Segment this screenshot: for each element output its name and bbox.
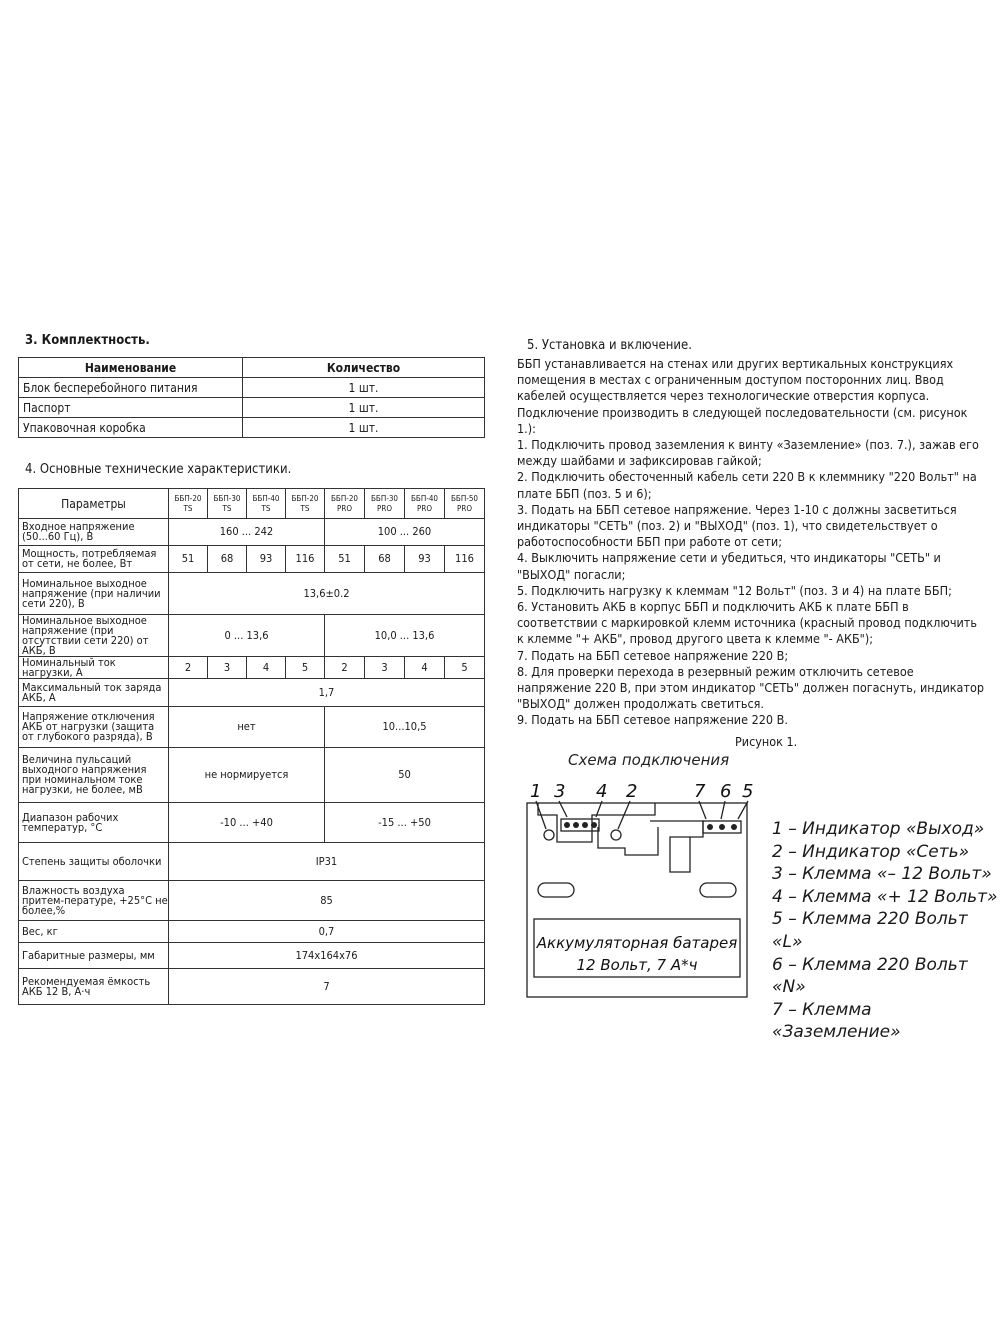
model-header: ББП-30 PRO	[365, 489, 405, 519]
param-label: Величина пульсаций выходного напряжения при номинальном токе нагрузки, не более, мВ	[19, 748, 169, 803]
marker-2: 2	[626, 781, 638, 802]
paragraph: 4. Выключить напряжение сети и убедиться, что индикаторы "СЕТЬ" и "ВЫХОД" погасли;	[517, 550, 941, 582]
param-value: 174х164х76	[169, 943, 485, 969]
marker-4: 4	[596, 781, 608, 802]
section-4-title: 4. Основные технические характеристики.	[25, 462, 292, 477]
paragraph: 8. Для проверки перехода в резервный режим отключить сетевое напряжение 220 В, при этом индикатор "СЕТЬ" должен погаснуть, индикатор "ВЫХОД" должен продолжать светиться.	[517, 663, 984, 712]
kit-header-name: Наименование	[19, 358, 243, 378]
table-row	[19, 748, 485, 803]
paragraph: 5. Подключить нагрузку к клеммам "12 Вольт" (поз. 3 и 4) на плате ББП;	[517, 582, 952, 598]
section-3-title: 3. Комплектность.	[25, 333, 150, 348]
model-header: ББП-20 TS	[169, 489, 208, 519]
param-label: Степень защиты оболочки	[19, 843, 169, 881]
kit-table	[18, 357, 485, 438]
model-header: ББП-50 PRO	[445, 489, 485, 519]
figure-caption: Рисунок 1.	[735, 734, 798, 749]
table-row	[19, 881, 485, 921]
param-label: Влажность воздуха притем-пературе, +25°С не более,%	[19, 881, 169, 921]
specs-header-param: Параметры	[19, 489, 169, 519]
paragraph: 1. Подключить провод заземления к винту «Заземление» (поз. 7.), зажав его между шайбами и зафиксировав гайкой;	[517, 437, 979, 469]
param-value: 51	[169, 546, 208, 573]
legend-item: 6 – Клемма 220 Вольт «N»	[772, 954, 968, 998]
paragraph: 6. Установить АКБ в корпус ББП и подключить АКБ к плате ББП в соответствии с маркировкой клемм источника (красный провод подключить к клемме "+ АКБ", провод другого цвета к клемме "- АКБ");	[517, 599, 977, 647]
marker-3: 3	[554, 781, 566, 802]
table-row	[19, 615, 485, 657]
paragraph: 2. Подключить обесточенный кабель сети 220 В к клеммнику "220 Вольт" на плате ББП (поз. 5 и 6);	[517, 469, 977, 501]
terminal-12v-plus-icon	[591, 822, 597, 828]
param-value: IP31	[169, 843, 485, 881]
param-value: 85	[169, 881, 485, 921]
specs-table	[18, 488, 485, 1005]
param-value: 5	[445, 657, 485, 679]
table-row	[19, 707, 485, 748]
legend-item: 7 – Клемма «Заземление»	[772, 999, 901, 1043]
battery-label-line2: 12 Вольт, 7 А*ч	[576, 956, 698, 974]
marker-1: 1	[530, 781, 542, 802]
param-value: 3	[365, 657, 405, 679]
battery-label-line1: Аккумуляторная батарея	[536, 934, 738, 952]
param-value: 160 ... 242	[169, 519, 325, 546]
param-value: 51	[325, 546, 365, 573]
table-row	[19, 519, 485, 546]
param-label: Мощность, потребляемая от сети, не более, Вт	[19, 546, 169, 573]
marker-5: 5	[742, 781, 754, 802]
kit-item-qty: 1 шт.	[243, 378, 485, 398]
param-value: 4	[247, 657, 286, 679]
table-row	[19, 921, 485, 943]
table-row	[19, 489, 485, 519]
terminal-ground-icon	[707, 824, 713, 830]
param-value: 68	[365, 546, 405, 573]
leader-7	[699, 801, 706, 819]
model-header: ББП-40 PRO	[405, 489, 445, 519]
table-row	[19, 969, 485, 1005]
param-value: 0,7	[169, 921, 485, 943]
terminal-l-icon	[731, 824, 737, 830]
kit-item-name: Блок бесперебойного питания	[19, 378, 243, 398]
mount-slot-right	[700, 883, 736, 897]
param-label: Номинальное выходное напряжение (при отсутствии сети 220) от АКБ, В	[19, 615, 169, 657]
table-row	[19, 418, 485, 438]
terminal-12v-plus-icon	[582, 822, 588, 828]
installation-text	[517, 356, 987, 729]
table-row	[19, 657, 485, 679]
param-label: Номинальное выходное напряжение (при наличии сети 220), В	[19, 573, 169, 615]
param-value: нет	[169, 707, 325, 748]
table-row	[19, 943, 485, 969]
kit-item-name: Паспорт	[19, 398, 243, 418]
mount-slot-left	[538, 883, 574, 897]
param-value: 1,7	[169, 679, 485, 707]
param-value: 68	[208, 546, 247, 573]
param-value: 2	[325, 657, 365, 679]
model-header: ББП-20 TS	[286, 489, 325, 519]
param-value: 0 ... 13,6	[169, 615, 325, 657]
param-value: 7	[169, 969, 485, 1005]
param-value: не нормируется	[169, 748, 325, 803]
table-row	[19, 803, 485, 843]
param-label: Диапазон рабочих температур, °С	[19, 803, 169, 843]
legend-item: 2 – Индикатор «Сеть»	[772, 841, 970, 862]
legend-item: 1 – Индикатор «Выход»	[772, 819, 985, 839]
param-value: 2	[169, 657, 208, 679]
param-value: 13,6±0.2	[169, 573, 485, 615]
param-value: 50	[325, 748, 485, 803]
terminal-12v-minus-icon	[564, 822, 570, 828]
diagram-legend	[772, 818, 1000, 1044]
param-value: 4	[405, 657, 445, 679]
param-value: 93	[247, 546, 286, 573]
table-row	[19, 546, 485, 573]
legend-item: 3 – Клемма «– 12 Вольт»	[772, 864, 992, 885]
table-row	[19, 843, 485, 881]
model-header: ББП-20 PRO	[325, 489, 365, 519]
param-value: 116	[286, 546, 325, 573]
table-row	[19, 358, 485, 378]
paragraph: ББП устанавливается на стенах или других вертикальных конструкциях помещения в местах с ограниченным доступом посторонних лиц. Ввод кабелей осуществляется через технологические отверстия корпуса.	[517, 356, 954, 404]
param-label: Максимальный ток заряда АКБ, А	[19, 679, 169, 707]
legend-item: 4 – Клемма «+ 12 Вольт»	[772, 886, 998, 907]
param-value: 100 ... 260	[325, 519, 485, 546]
param-label: Напряжение отключения АКБ от нагрузки (защита от глубокого разряда), В	[19, 707, 169, 748]
connection-diagram	[510, 745, 765, 1005]
scheme-title: Схема подключения	[568, 751, 730, 769]
paragraph: 7. Подать на ББП сетевое напряжение 220 В;	[517, 647, 789, 663]
table-row	[19, 398, 485, 418]
marker-6: 6	[720, 781, 732, 802]
table-row	[19, 378, 485, 398]
model-header: ББП-30 TS	[208, 489, 247, 519]
param-value: 10,0 ... 13,6	[325, 615, 485, 657]
model-header: ББП-40 TS	[247, 489, 286, 519]
param-label: Входное напряжение (50...60 Гц), В	[19, 519, 169, 546]
param-label: Номинальный ток нагрузки, А	[19, 657, 169, 679]
leader-6	[721, 801, 725, 819]
param-value: -15 ... +50	[325, 803, 485, 843]
table-row	[19, 679, 485, 707]
legend-item: 5 – Клемма 220 Вольт «L»	[772, 909, 968, 952]
param-label: Рекомендуемая ёмкость АКБ 12 В, А·ч	[19, 969, 169, 1005]
param-value: 116	[445, 546, 485, 573]
kit-item-qty: 1 шт.	[243, 398, 485, 418]
section-5-title: 5. Установка и включение.	[527, 338, 692, 353]
param-value: 3	[208, 657, 247, 679]
kit-header-qty: Количество	[243, 358, 485, 378]
param-value: 5	[286, 657, 325, 679]
paragraph: 3. Подать на ББП сетевое напряжение. Через 1-10 с должны засветиться индикаторы "СЕТЬ" (поз. 2) и "ВЫХОД" (поз. 1), что свидетельствует о работоспособности ББП при работе от сети;	[517, 501, 957, 550]
param-value: 10...10,5	[325, 707, 485, 748]
table-row	[19, 573, 485, 615]
param-value: -10 ... +40	[169, 803, 325, 843]
param-value: 93	[405, 546, 445, 573]
paragraph: Подключение производить в следующей последовательности (см. рисунок 1.):	[517, 404, 968, 436]
param-label: Габаритные размеры, мм	[19, 943, 169, 969]
board-left-outline	[538, 803, 655, 842]
board-center-outline	[598, 827, 658, 855]
paragraph: 9. Подать на ББП сетевое напряжение 220 В.	[517, 712, 788, 728]
terminal-12v-minus-icon	[573, 822, 579, 828]
indicator-mains-icon	[611, 830, 621, 840]
marker-7: 7	[694, 781, 706, 802]
kit-item-name: Упаковочная коробка	[19, 418, 243, 438]
param-label: Вес, кг	[19, 921, 169, 943]
terminal-n-icon	[719, 824, 725, 830]
indicator-out-icon	[544, 830, 554, 840]
kit-item-qty: 1 шт.	[243, 418, 485, 438]
